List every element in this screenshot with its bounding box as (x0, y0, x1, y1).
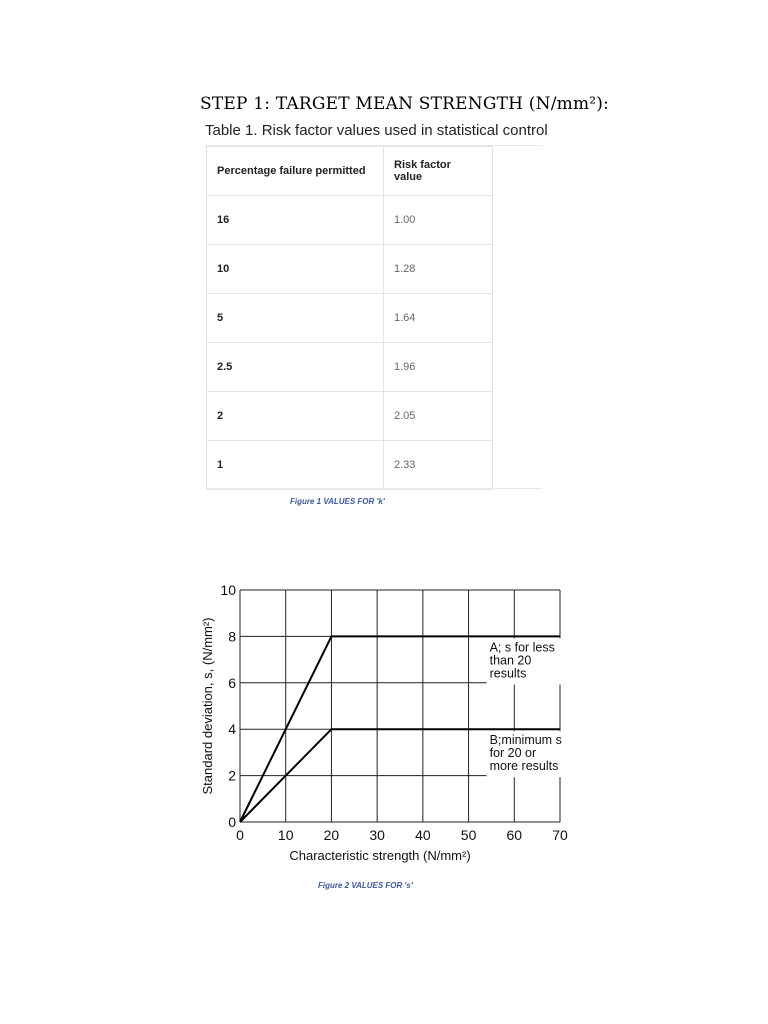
series-label: A; s for less (489, 640, 555, 655)
series-label: than 20 (489, 653, 532, 668)
y-tick-label: 0 (228, 814, 236, 830)
series-label: for 20 or (489, 746, 537, 761)
series-label: results (489, 666, 527, 681)
table-row (207, 245, 493, 294)
y-axis-label: Standard deviation, s, (N/mm²) (200, 617, 215, 795)
figure-2-caption: Figure 2 VALUES FOR 's' (318, 881, 413, 890)
x-tick-label: 40 (415, 827, 431, 843)
table-row (207, 441, 493, 490)
header-percentage-failure: Percentage failure permitted (207, 147, 384, 196)
risk-factor-cell: 1.96 (384, 343, 493, 392)
y-tick-label: 2 (228, 767, 236, 784)
figure-1-caption: Figure 1 VALUES FOR 'k' (290, 497, 385, 506)
series-label: B;minimum s (489, 733, 562, 748)
risk-factor-table (206, 146, 493, 490)
risk-factor-cell: 2.05 (384, 392, 493, 441)
y-tick-label: 8 (228, 628, 236, 645)
y-tick-label: 4 (228, 721, 236, 738)
table-header-row (207, 147, 493, 196)
table-bottom-rule (206, 488, 542, 489)
table-row (207, 343, 493, 392)
x-tick-label: 0 (236, 827, 244, 843)
x-tick-label: 60 (506, 827, 523, 843)
y-tick-label: 10 (220, 582, 236, 598)
y-tick-label: 6 (228, 674, 236, 691)
table-caption: Table 1. Risk factor values used in statistical control (205, 122, 548, 139)
x-axis-label: Characteristic strength (N/mm²) (289, 848, 471, 863)
percentage-cell: 10 (207, 245, 384, 294)
percentage-cell: 1 (207, 441, 384, 490)
standard-deviation-chart (196, 574, 586, 874)
percentage-cell: 16 (207, 196, 384, 245)
risk-factor-cell: 1.28 (384, 245, 493, 294)
x-tick-label: 70 (552, 827, 568, 843)
percentage-cell: 5 (207, 294, 384, 343)
percentage-cell: 2.5 (207, 343, 384, 392)
series-label: more results (489, 759, 559, 774)
percentage-cell: 2 (207, 392, 384, 441)
table-row (207, 392, 493, 441)
x-tick-label: 10 (277, 827, 294, 843)
x-tick-label: 20 (323, 827, 340, 843)
table-row (207, 196, 493, 245)
table-row (207, 294, 493, 343)
risk-factor-cell: 1.00 (384, 196, 493, 245)
page-heading: STEP 1: TARGET MEAN STRENGTH (N/mm²): (200, 94, 610, 114)
risk-factor-cell: 1.64 (384, 294, 493, 343)
x-tick-label: 50 (460, 827, 477, 843)
x-tick-label: 30 (369, 827, 385, 843)
risk-factor-cell: 2.33 (384, 441, 493, 490)
header-risk-factor: Risk factor value (384, 147, 493, 196)
